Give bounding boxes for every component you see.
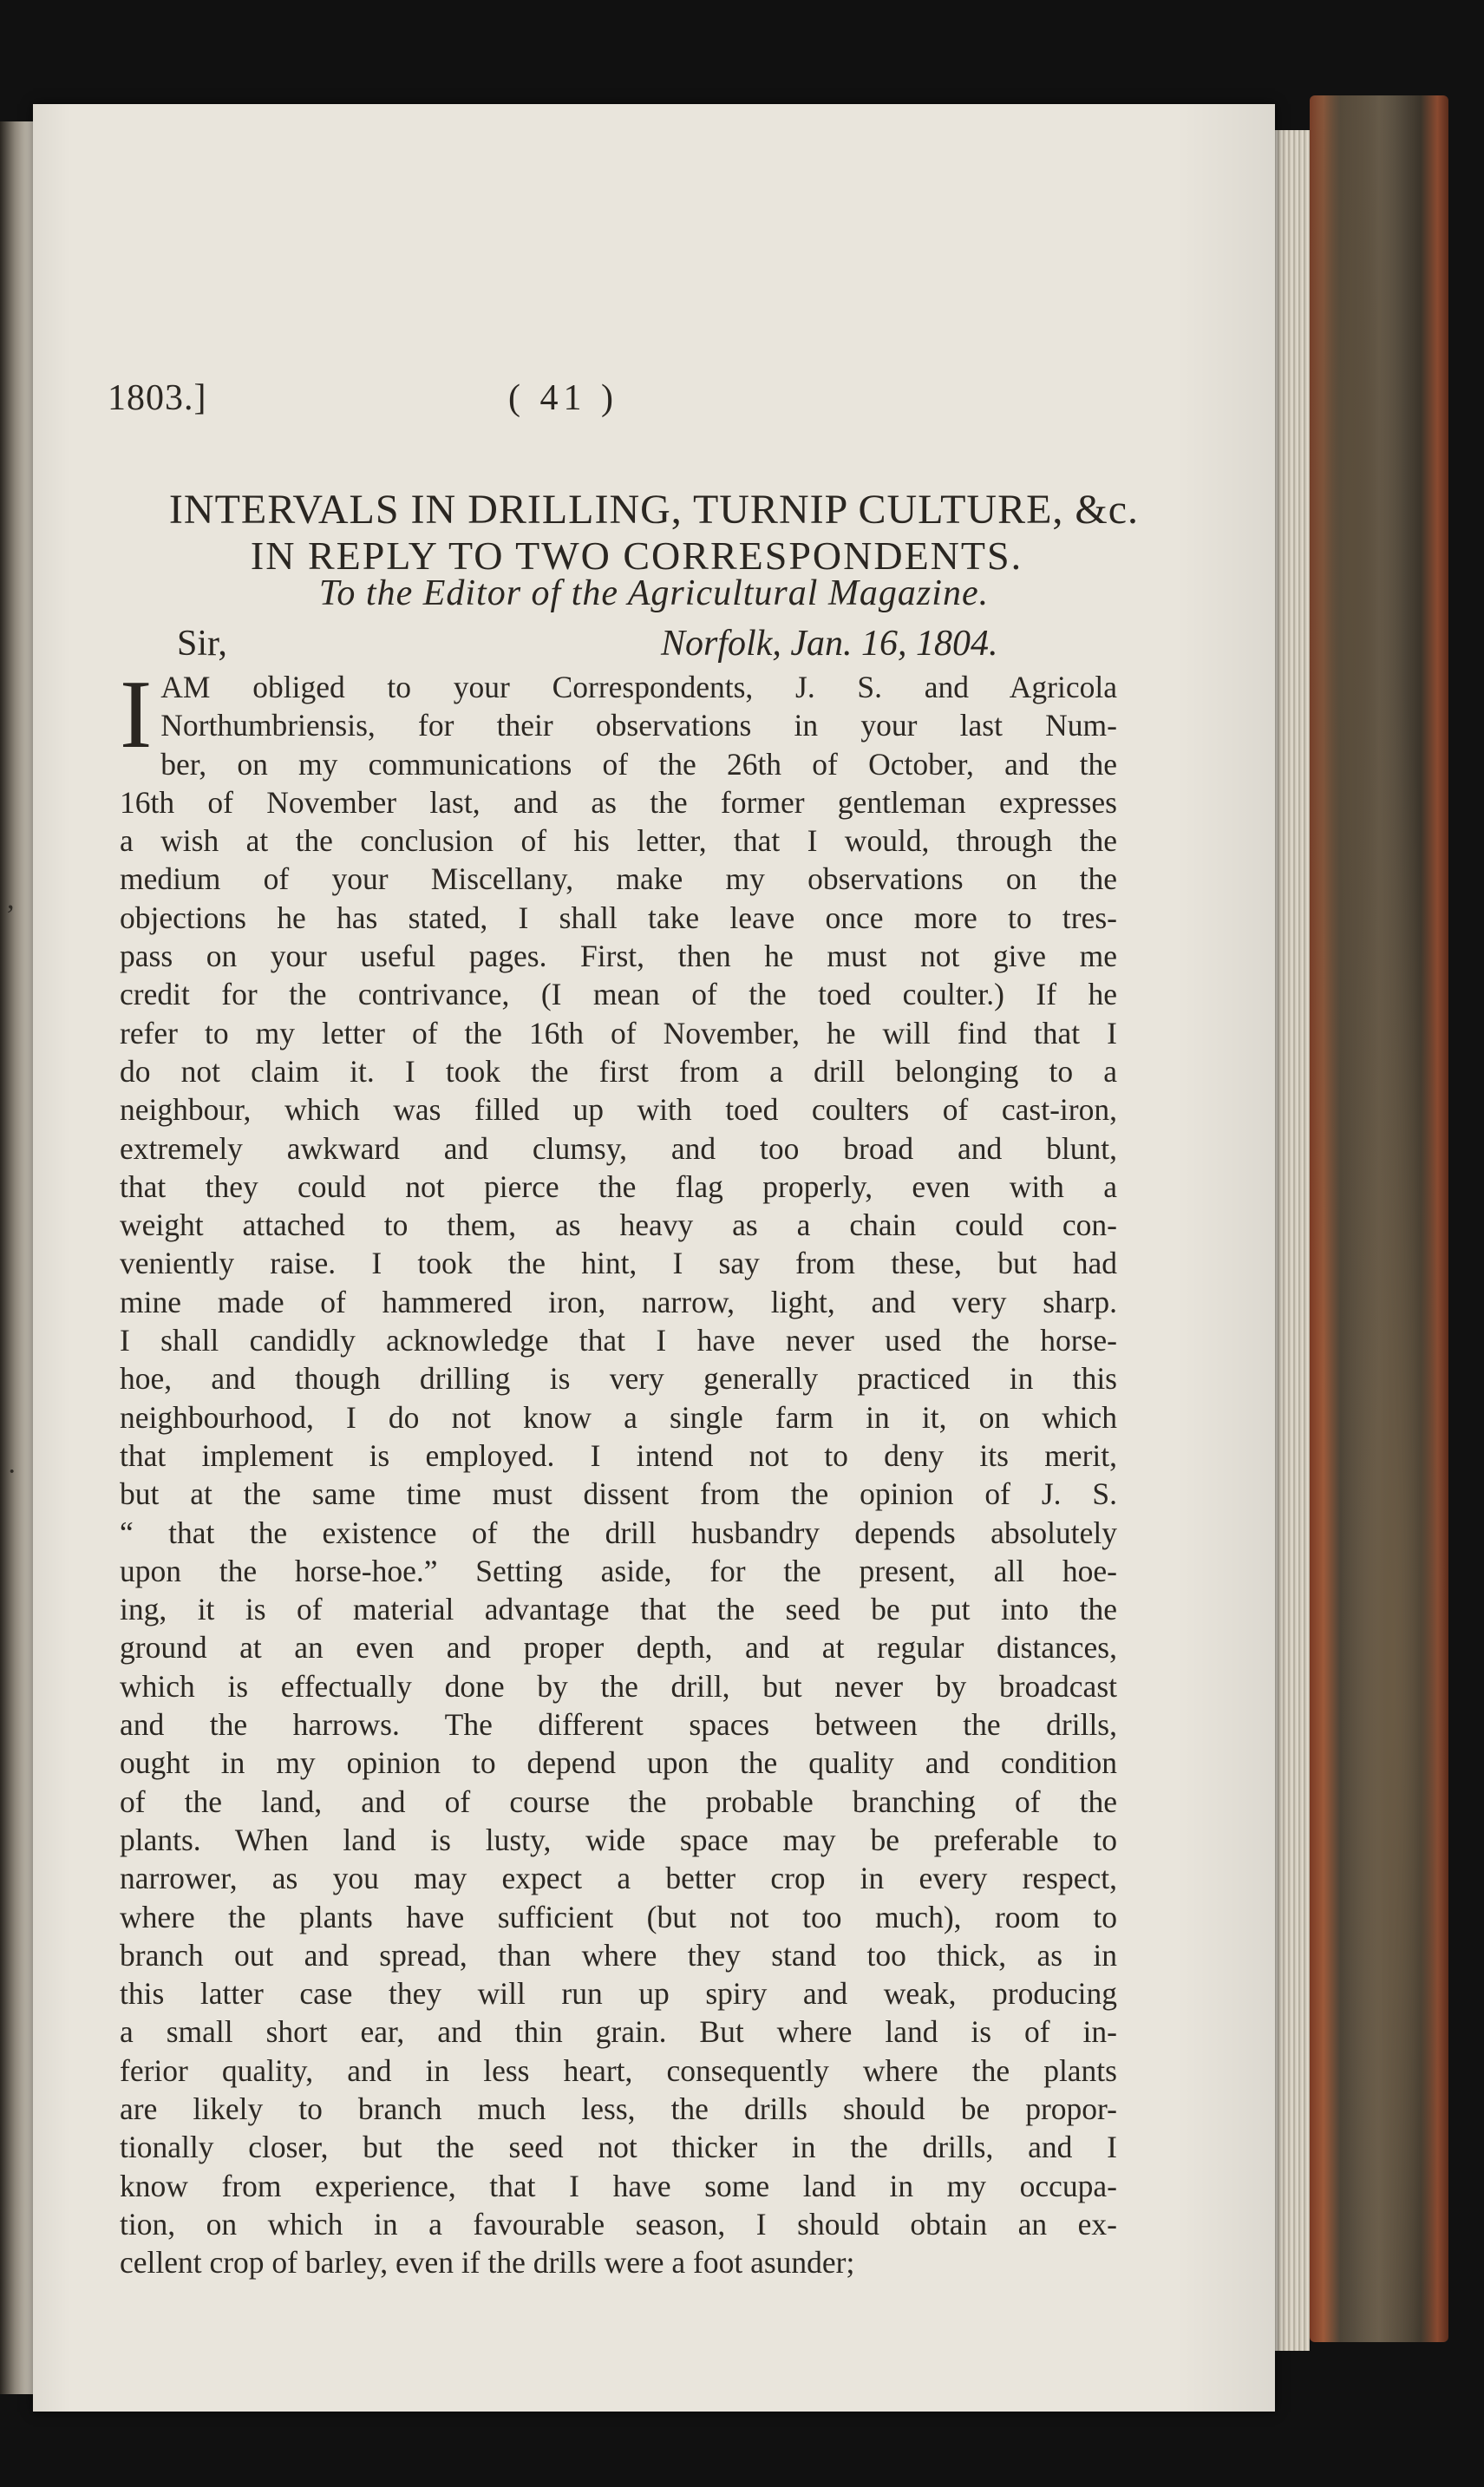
place-date: Norfolk, Jan. 16, 1804. [661,624,998,664]
article-subtitle: To the Editor of the Agricultural Magazine. [318,573,990,613]
text-line: do not claim it. I took the first from a drill belonging to a [120,1053,1117,1089]
text-line: neighbour, which was filled up with toed coulters of cast-iron, [120,1092,1117,1128]
text-line: tionally closer, but the seed not thicker in the drills, and I [120,2130,1117,2165]
text-line: 16th of November last, and as the former gentleman expresses [120,784,1117,820]
text-line: ferior quality, and in less heart, consequently where the plants [120,2052,1117,2088]
article-title-line2: IN REPLY TO TWO CORRESPONDENTS. [250,533,1023,578]
drop-cap: I [120,661,153,769]
text-line: I shall candidly acknowledge that I have never used the horse- [120,1323,1117,1358]
text-line: of the land, and of course the probable branching of the [120,1783,1117,1819]
page-number: ( 41 ) [508,378,618,418]
text-line: plants. When land is lusty, wide space may be preferable to [120,1822,1117,1857]
running-header [33,377,1275,429]
text-line: medium of your Miscellany, make my observations on the [120,861,1117,897]
text-line: upon the horse-hoe.” Setting aside, for the present, all hoe- [120,1553,1117,1588]
text-line: weight attached to them, as heavy as a chain could con- [120,1208,1117,1243]
text-line: know from experience, that I have some land in my occupa- [120,2168,1117,2203]
margin-mark: , [7,883,15,915]
text-line: where the plants have sufficient (but not too much), room to [120,1899,1117,1934]
text-line: that implement is employed. I intend not to deny its merit, [120,1437,1117,1473]
text-line: ing, it is of material advantage that the seed be put into the [120,1592,1117,1627]
letter-body [120,661,1117,2281]
text-line: Northumbriensis, for their observations in your last Num- [160,708,1117,743]
text-line: that they could not pierce the flag properly, even with a [120,1168,1117,1204]
text-line: mine made of hammered iron, narrow, light, and very sharp. [120,1284,1117,1319]
text-line: cellent crop of barley, even if the drills were a foot asunder; [120,2245,855,2281]
text-line: neighbourhood, I do not know a single farm in it, on which [120,1399,1117,1435]
text-line: credit for the contrivance, (I mean of the toed coulter.) If he [120,977,1117,1012]
text-line: ground at an even and proper depth, and at regular distances, [120,1630,1117,1666]
article-title: INTERVALS IN DRILLING, TURNIP CULTURE, &c. [168,487,1140,533]
text-line: refer to my letter of the 16th of November, he will find that I [120,1015,1117,1050]
text-line: a small short ear, and thin grain. But where land is of in- [120,2014,1117,2050]
text-line: AM obliged to your Correspondents, J. S. and Agricola [160,670,1117,704]
text-line: and the harrows. The different spaces between the drills, [120,1707,1117,1743]
text-line: which is effectually done by the drill, but never by broadcast [120,1668,1117,1704]
text-line: are likely to branch much less, the drills should be propor- [120,2091,1117,2126]
text-line: narrower, as you may expect a better crop in every respect, [120,1861,1117,1896]
text-line: pass on your useful pages. First, then he must not give me [120,939,1117,974]
text-line: ought in my opinion to depend upon the quality and condition [120,1745,1117,1781]
text-line: extremely awkward and clumsy, and too broad and blunt, [120,1130,1117,1166]
book-page [33,104,1275,2412]
text-line: “ that the existence of the drill husbandry depends absolutely [120,1515,1117,1550]
text-line: but at the same time must dissent from the opinion of J. S. [120,1476,1117,1512]
text-line: this latter case they will run up spiry and weak, producing [120,1976,1117,2012]
text-line: a wish at the conclusion of his letter, that I would, through the [120,823,1117,859]
text-line: veniently raise. I took the hint, I say from these, but had [120,1246,1117,1281]
header-year: 1803.] [108,378,207,418]
book-spine [1310,95,1448,2342]
page-fore-edge [1275,130,1310,2351]
left-page-edge [0,121,33,2394]
text-line: tion, on which in a favourable season, I should obtain an ex- [120,2206,1117,2242]
text-line: ber, on my communications of the 26th of October, and the [160,746,1117,782]
salutation: Sir, [177,624,227,664]
text-line: hoe, and though drilling is very generally practiced in this [120,1361,1117,1397]
margin-mark: · [7,1456,17,1488]
text-line: objections he has stated, I shall take leave once more to tres- [120,900,1117,935]
text-line: branch out and spread, than where they stand too thick, as in [120,1937,1117,1973]
